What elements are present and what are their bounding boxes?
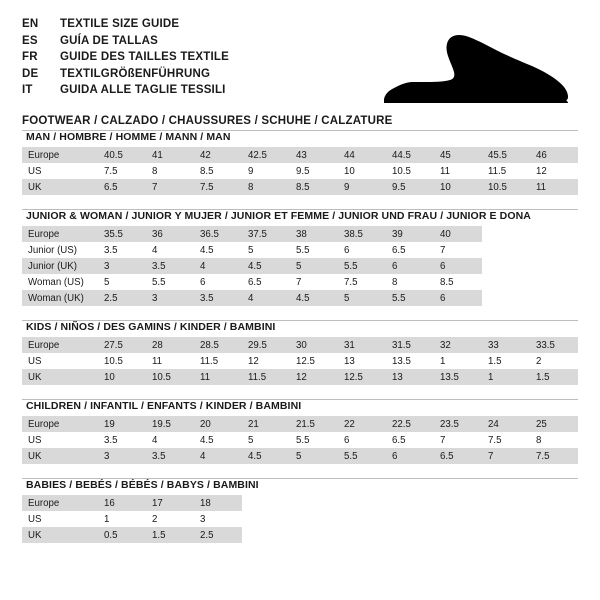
size-cell: 18 <box>194 495 242 511</box>
size-cell: 6 <box>194 274 242 290</box>
size-cell: 35.5 <box>98 226 146 242</box>
row-label: UK <box>22 369 98 385</box>
size-cell: 19.5 <box>146 416 194 432</box>
size-cell: 4 <box>242 290 290 306</box>
size-cell: 42.5 <box>242 147 290 163</box>
table-row <box>22 147 578 163</box>
table-row <box>22 179 578 195</box>
size-cell: 3 <box>194 511 242 527</box>
size-cell: 43 <box>290 147 338 163</box>
size-cell <box>242 527 290 543</box>
size-cell: 2.5 <box>98 290 146 306</box>
table-row <box>22 226 578 242</box>
size-cell: 27.5 <box>98 337 146 353</box>
size-cell: 22.5 <box>386 416 434 432</box>
size-cell: 8 <box>530 432 578 448</box>
size-cell: 5.5 <box>338 258 386 274</box>
size-cell <box>434 495 482 511</box>
table-row <box>22 290 578 306</box>
row-label: Woman (UK) <box>22 290 98 306</box>
size-cell: 9 <box>242 163 290 179</box>
size-cell: 28 <box>146 337 194 353</box>
category-line: FOOTWEAR / CALZADO / CHAUSSURES / SCHUHE / CALZATURE <box>22 114 393 127</box>
size-cell: 10.5 <box>482 179 530 195</box>
language-code: FR <box>22 51 38 63</box>
size-cell <box>290 527 338 543</box>
size-cell: 6 <box>386 448 434 464</box>
size-cell: 4.5 <box>242 448 290 464</box>
table-row <box>22 369 578 385</box>
language-code: ES <box>22 34 38 47</box>
row-label: Europe <box>22 416 98 432</box>
size-cell: 7 <box>482 448 530 464</box>
size-section <box>22 209 578 306</box>
size-cell: 11 <box>530 179 578 195</box>
size-cell: 36 <box>146 226 194 242</box>
size-cell <box>434 527 482 543</box>
size-cell <box>482 511 530 527</box>
row-label: US <box>22 353 98 369</box>
size-tables <box>22 130 578 543</box>
language-title: TEXTILE SIZE GUIDE <box>60 18 180 30</box>
language-title: GUIDE DES TAILLES TEXTILE <box>60 51 229 63</box>
size-cell: 11 <box>434 163 482 179</box>
size-cell <box>530 290 578 306</box>
size-cell <box>530 527 578 543</box>
size-cell: 9.5 <box>290 163 338 179</box>
size-cell <box>482 527 530 543</box>
size-cell: 31.5 <box>386 337 434 353</box>
dress-shoe-icon <box>380 30 570 108</box>
table-row <box>22 258 578 274</box>
size-table <box>22 495 578 543</box>
size-cell: 3 <box>146 290 194 306</box>
table-row <box>22 432 578 448</box>
size-cell: 7 <box>434 242 482 258</box>
size-cell: 7.5 <box>482 432 530 448</box>
size-cell: 6.5 <box>98 179 146 195</box>
size-cell: 6.5 <box>386 242 434 258</box>
size-cell: 4 <box>146 432 194 448</box>
size-cell: 12.5 <box>338 369 386 385</box>
size-cell: 13 <box>338 353 386 369</box>
table-row <box>22 163 578 179</box>
row-label: Europe <box>22 337 98 353</box>
size-cell: 1 <box>434 353 482 369</box>
size-cell: 3 <box>98 258 146 274</box>
size-cell: 29.5 <box>242 337 290 353</box>
size-cell <box>386 495 434 511</box>
size-cell: 33.5 <box>530 337 578 353</box>
size-cell: 7 <box>146 179 194 195</box>
size-cell: 40 <box>434 226 482 242</box>
size-cell: 11.5 <box>194 353 242 369</box>
language-title: GUÍA DE TALLAS <box>60 34 158 47</box>
size-cell: 3.5 <box>146 448 194 464</box>
size-cell: 1.5 <box>146 527 194 543</box>
size-cell: 5.5 <box>338 448 386 464</box>
size-cell <box>242 511 290 527</box>
row-label: UK <box>22 448 98 464</box>
size-cell <box>530 274 578 290</box>
size-cell: 1.5 <box>482 353 530 369</box>
size-cell: 5 <box>242 432 290 448</box>
size-cell: 8 <box>242 179 290 195</box>
size-cell: 7.5 <box>338 274 386 290</box>
size-cell <box>386 527 434 543</box>
size-cell: 12 <box>242 353 290 369</box>
size-cell: 39 <box>386 226 434 242</box>
size-cell: 8.5 <box>434 274 482 290</box>
size-cell: 38 <box>290 226 338 242</box>
size-cell: 4.5 <box>194 242 242 258</box>
size-cell: 8 <box>386 274 434 290</box>
size-cell: 7.5 <box>530 448 578 464</box>
size-cell: 36.5 <box>194 226 242 242</box>
size-section <box>22 399 578 464</box>
size-cell: 6 <box>434 290 482 306</box>
size-cell: 12 <box>290 369 338 385</box>
section-title: BABIES / BEBÉS / BÉBÉS / BABYS / BAMBINI <box>26 479 259 491</box>
size-cell: 10.5 <box>386 163 434 179</box>
size-section <box>22 478 578 543</box>
size-cell: 10 <box>98 369 146 385</box>
size-cell: 9 <box>338 179 386 195</box>
size-cell: 46 <box>530 147 578 163</box>
size-cell: 11.5 <box>482 163 530 179</box>
size-cell: 4 <box>194 448 242 464</box>
size-cell: 42 <box>194 147 242 163</box>
size-cell: 11 <box>194 369 242 385</box>
size-cell: 9.5 <box>386 179 434 195</box>
size-cell: 1 <box>482 369 530 385</box>
row-label: Woman (US) <box>22 274 98 290</box>
size-cell: 5 <box>290 448 338 464</box>
size-cell: 8.5 <box>290 179 338 195</box>
size-table <box>22 147 578 195</box>
size-cell: 6.5 <box>386 432 434 448</box>
row-label: Europe <box>22 226 98 242</box>
size-section <box>22 320 578 385</box>
size-cell: 16 <box>98 495 146 511</box>
size-cell: 19 <box>98 416 146 432</box>
size-cell: 33 <box>482 337 530 353</box>
size-cell <box>338 495 386 511</box>
size-cell: 5.5 <box>386 290 434 306</box>
size-cell: 6 <box>338 242 386 258</box>
size-cell: 3.5 <box>98 242 146 258</box>
size-cell: 41 <box>146 147 194 163</box>
size-cell <box>242 495 290 511</box>
size-cell: 5 <box>290 258 338 274</box>
size-cell: 5 <box>98 274 146 290</box>
size-cell: 11 <box>146 353 194 369</box>
size-cell: 3 <box>98 448 146 464</box>
row-label: US <box>22 432 98 448</box>
table-row <box>22 511 578 527</box>
size-cell: 0.5 <box>98 527 146 543</box>
size-cell: 7 <box>290 274 338 290</box>
size-cell: 5.5 <box>290 242 338 258</box>
size-cell <box>482 495 530 511</box>
size-cell: 4 <box>146 242 194 258</box>
size-cell: 6 <box>338 432 386 448</box>
row-label: US <box>22 163 98 179</box>
size-cell: 11.5 <box>242 369 290 385</box>
size-cell <box>290 511 338 527</box>
language-code: EN <box>22 18 39 30</box>
size-cell: 21 <box>242 416 290 432</box>
size-cell: 10.5 <box>146 369 194 385</box>
size-cell: 10 <box>338 163 386 179</box>
row-label: Europe <box>22 495 98 511</box>
size-cell: 37.5 <box>242 226 290 242</box>
size-cell <box>530 226 578 242</box>
size-cell: 6.5 <box>434 448 482 464</box>
size-cell: 32 <box>434 337 482 353</box>
size-cell: 25 <box>530 416 578 432</box>
size-section <box>22 130 578 195</box>
size-cell <box>482 242 530 258</box>
size-cell: 44 <box>338 147 386 163</box>
size-cell: 3.5 <box>194 290 242 306</box>
size-cell: 17 <box>146 495 194 511</box>
section-title: KIDS / NIÑOS / DES GAMINS / KINDER / BAMBINI <box>26 321 276 333</box>
size-cell <box>530 511 578 527</box>
size-table <box>22 337 578 385</box>
row-label: UK <box>22 527 98 543</box>
size-cell: 12 <box>530 163 578 179</box>
size-cell: 21.5 <box>290 416 338 432</box>
size-cell: 30 <box>290 337 338 353</box>
size-cell: 38.5 <box>338 226 386 242</box>
size-cell <box>530 258 578 274</box>
size-cell: 31 <box>338 337 386 353</box>
table-row <box>22 274 578 290</box>
size-cell <box>482 290 530 306</box>
size-cell: 6 <box>434 258 482 274</box>
size-cell: 4.5 <box>242 258 290 274</box>
size-cell: 40.5 <box>98 147 146 163</box>
section-title: MAN / HOMBRE / HOMME / MANN / MAN <box>26 131 231 143</box>
size-cell: 13.5 <box>434 369 482 385</box>
size-cell: 45.5 <box>482 147 530 163</box>
size-cell: 12.5 <box>290 353 338 369</box>
size-cell <box>386 511 434 527</box>
size-cell: 13.5 <box>386 353 434 369</box>
section-title: CHILDREN / INFANTIL / ENFANTS / KINDER / BAMBINI <box>26 400 302 412</box>
size-cell: 7 <box>434 432 482 448</box>
size-cell <box>530 242 578 258</box>
row-label: US <box>22 511 98 527</box>
size-cell: 8 <box>146 163 194 179</box>
size-cell: 20 <box>194 416 242 432</box>
size-cell <box>482 258 530 274</box>
size-cell <box>482 274 530 290</box>
size-cell <box>530 495 578 511</box>
size-cell: 1 <box>98 511 146 527</box>
size-cell <box>338 511 386 527</box>
row-label: UK <box>22 179 98 195</box>
language-title: GUIDA ALLE TAGLIE TESSILI <box>60 84 226 96</box>
row-label: Europe <box>22 147 98 163</box>
language-code: DE <box>22 67 39 80</box>
size-cell: 6 <box>386 258 434 274</box>
size-cell: 4.5 <box>194 432 242 448</box>
size-cell: 45 <box>434 147 482 163</box>
size-cell: 3.5 <box>98 432 146 448</box>
size-cell: 5 <box>242 242 290 258</box>
size-cell: 10 <box>434 179 482 195</box>
table-row <box>22 448 578 464</box>
size-cell: 6.5 <box>242 274 290 290</box>
size-cell: 4 <box>194 258 242 274</box>
size-cell: 3.5 <box>146 258 194 274</box>
language-code: IT <box>22 84 33 96</box>
table-row <box>22 353 578 369</box>
size-table <box>22 226 578 306</box>
row-label: Junior (UK) <box>22 258 98 274</box>
size-table <box>22 416 578 464</box>
table-row <box>22 242 578 258</box>
size-cell <box>290 495 338 511</box>
table-row <box>22 527 578 543</box>
size-cell: 7.5 <box>194 179 242 195</box>
size-cell: 5 <box>338 290 386 306</box>
row-label: Junior (US) <box>22 242 98 258</box>
size-cell: 22 <box>338 416 386 432</box>
size-cell: 13 <box>386 369 434 385</box>
language-title: TEXTILGRÖßENFÜHRUNG <box>60 67 211 80</box>
section-title: JUNIOR & WOMAN / JUNIOR Y MUJER / JUNIOR ET FEMME / JUNIOR UND FRAU / JUNIOR E DONA <box>26 210 531 222</box>
size-cell: 2 <box>146 511 194 527</box>
size-cell <box>482 226 530 242</box>
table-row <box>22 416 578 432</box>
size-cell: 2 <box>530 353 578 369</box>
size-cell <box>434 511 482 527</box>
document-header <box>22 16 578 127</box>
size-cell: 4.5 <box>290 290 338 306</box>
size-cell: 2.5 <box>194 527 242 543</box>
table-row <box>22 337 578 353</box>
table-row <box>22 495 578 511</box>
size-cell: 5.5 <box>146 274 194 290</box>
size-cell: 24 <box>482 416 530 432</box>
size-cell: 44.5 <box>386 147 434 163</box>
size-cell: 10.5 <box>98 353 146 369</box>
size-cell: 8.5 <box>194 163 242 179</box>
size-cell: 23.5 <box>434 416 482 432</box>
size-cell: 28.5 <box>194 337 242 353</box>
size-cell: 1.5 <box>530 369 578 385</box>
size-cell: 7.5 <box>98 163 146 179</box>
size-cell: 5.5 <box>290 432 338 448</box>
size-cell <box>338 527 386 543</box>
